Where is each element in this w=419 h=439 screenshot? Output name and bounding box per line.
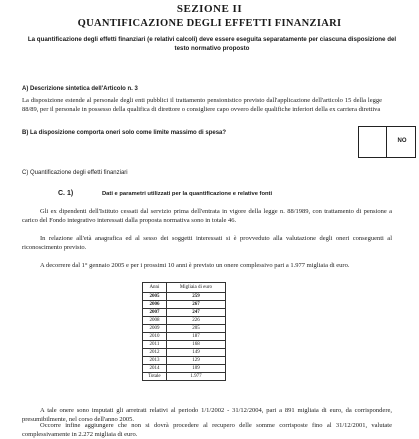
table-cell-amount: 187 xyxy=(166,333,225,341)
table-row xyxy=(143,301,226,309)
table-cell-year: 2009 xyxy=(143,325,167,333)
table-total-value: 1.977 xyxy=(166,373,225,381)
table-cell-year: 2008 xyxy=(143,317,167,325)
paragraph-2 xyxy=(22,235,392,252)
table-row xyxy=(143,325,226,333)
paragraph-1 xyxy=(22,208,392,225)
table-cell-amount: 168 xyxy=(166,341,225,349)
table-cell-amount: 109 xyxy=(166,365,225,373)
table-header-row xyxy=(143,283,226,293)
table-header-years: Anni xyxy=(143,283,167,293)
paragraph-4-text: A tale onere sono imputati gli arretrati relativi al periodo 1/1/2002 - 31/12/2004, pari a 891 migliaia di euro, da corrispondere, presumibilmente, nel corso dell'anno 2005. xyxy=(22,407,392,423)
table-cell-amount: 226 xyxy=(166,317,225,325)
answer-box xyxy=(358,126,416,158)
table-row xyxy=(143,365,226,373)
table-cell-year: 2012 xyxy=(143,349,167,357)
table-cell-amount: 129 xyxy=(166,357,225,365)
c1-title: Dati e parametri utilizzati per la quantificazione e relative fonti xyxy=(102,191,273,197)
table-cell-year: 2006 xyxy=(143,301,167,309)
table-row xyxy=(143,317,226,325)
table-header-amount: Migliaia di euro xyxy=(166,283,225,293)
table-cell-year: 2005 xyxy=(143,293,167,301)
section-a-text: La disposizione estende al personale degli enti pubblici il trattamento pensionistico previsto dall'applicazione dell'articolo 15 della legge 88/89, per il personale in possesso della qualifica di direttore o consigliere capo ovvero delle qualifiche inferiori della ex carriera direttiva xyxy=(22,97,382,113)
table-cell-amount: 247 xyxy=(166,309,225,317)
section-c-heading: C) Quantificazione degli effetti finanziari xyxy=(22,170,128,176)
table-cell-year: 2007 xyxy=(143,309,167,317)
section-a-heading: A) Descrizione sintetica dell'Articolo n. 3 xyxy=(22,86,138,92)
paragraph-5-text: Occorre infine aggiungere che non si dovrà procedere al recupero delle somme corrisposte fino al 31/12/2001, valutate complessivamente in 2.272 migliaia di euro. xyxy=(22,422,392,438)
table-row xyxy=(143,293,226,301)
answer-box-divider xyxy=(386,127,387,157)
table-row xyxy=(143,309,226,317)
main-title: QUANTIFICAZIONE DEGLI EFFETTI FINANZIARI xyxy=(77,18,342,29)
paragraph-3 xyxy=(22,262,392,271)
table-cell-year: 2013 xyxy=(143,357,167,365)
c1-number: C. 1) xyxy=(58,190,74,197)
paragraph-2-text: In relazione all'età anagrafica ed al sesso dei soggetti interessati si è provveduto alla valutazione degli oneri conseguenti al riconoscimento previsto. xyxy=(22,235,392,251)
paragraph-3-text: A decorrere dal 1° gennaio 2005 e per i prossimi 10 anni è previsto un onere complessivo pari a 1.977 migliaia di euro. xyxy=(40,262,350,269)
section-title: SEZIONE II xyxy=(176,3,243,15)
table-body xyxy=(143,293,226,381)
paragraph-5 xyxy=(22,422,392,439)
table-row xyxy=(143,357,226,365)
paragraph-1-text: Gli ex dipendenti dell'Istituto cessati dal servizio prima dell'entrata in vigore della legge n. 88/1989, con trattamento di pensione a carico del Fondo integrativo interessati dalla proposta normativa sono in totale 46. xyxy=(22,208,392,224)
table-total-label: Totale xyxy=(143,373,167,381)
table-cell-amount: 267 xyxy=(166,301,225,309)
table-cell-amount: 149 xyxy=(166,349,225,357)
table-row xyxy=(143,341,226,349)
table-cell-year: 2011 xyxy=(143,341,167,349)
table-cell-amount: 259 xyxy=(166,293,225,301)
table-row xyxy=(143,333,226,341)
answer-no: NO xyxy=(397,138,407,144)
subtitle: La quantificazione degli effetti finanziari (e relativi calcoli) deve essere eseguita separatamente per ciascuna disposizione del testo normativo proposto xyxy=(27,36,397,52)
section-b-heading: B) La disposizione comporta oneri solo come limite massimo di spesa? xyxy=(22,130,227,136)
table-total-row xyxy=(143,373,226,381)
table-cell-amount: 205 xyxy=(166,325,225,333)
table-cell-year: 2010 xyxy=(143,333,167,341)
amounts-table xyxy=(142,282,226,381)
table-cell-year: 2014 xyxy=(143,365,167,373)
table-row xyxy=(143,349,226,357)
